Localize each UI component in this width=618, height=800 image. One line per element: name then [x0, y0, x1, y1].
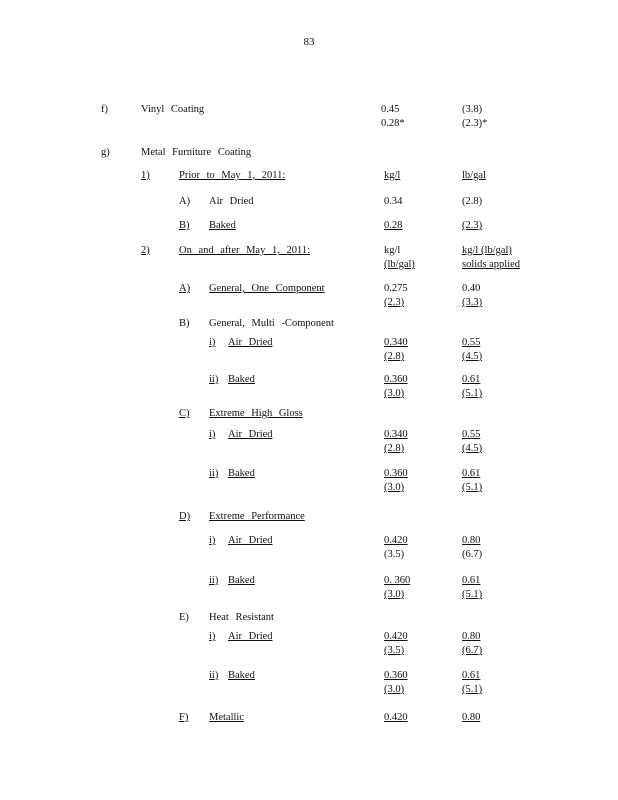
sec2-b-i-v1: 0.340 [384, 337, 408, 348]
sec1-a-marker: A) [179, 196, 191, 207]
sec2-d-i-v1b: (3.5) [384, 549, 405, 560]
sec2-b-ii-v2b: (5.1) [462, 388, 483, 399]
sec2-e-i-label: Air Dried [228, 631, 273, 642]
sec2-col1-heading: kg/l [384, 245, 401, 256]
sec2-marker: 2) [141, 245, 150, 256]
sec1-b-lb: (2.3) [462, 220, 483, 231]
item-marker-g: g) [101, 147, 110, 158]
sec2-f-marker: F) [179, 712, 189, 723]
sec2-b-i-marker: i) [209, 337, 216, 348]
item-label-metal-furniture-coating: Metal Furniture Coating [141, 147, 252, 158]
sec2-c-ii-v2b: (5.1) [462, 482, 483, 493]
sec2-e-ii-v2b: (5.1) [462, 684, 483, 695]
sec1-b-label: Baked [209, 220, 236, 231]
vinyl-kg-value: 0.45 [381, 104, 400, 115]
sec2-b-marker: B) [179, 318, 190, 329]
sec2-a-label: General, One Component [209, 283, 325, 294]
sec2-d-i-marker: i) [209, 535, 216, 546]
sec2-a-v1: 0.275 [384, 283, 408, 294]
sec2-c-i-v1: 0.340 [384, 429, 408, 440]
sec2-c-i-label: Air Dried [228, 429, 273, 440]
vinyl-kg-value-2: 0.28* [381, 118, 405, 129]
sec2-d-ii-label: Baked [228, 575, 255, 586]
sec2-e-i-v2b: (6.7) [462, 645, 483, 656]
sec2-e-ii-v2: 0.61 [462, 670, 481, 681]
sec2-d-ii-v2: 0.61 [462, 575, 481, 586]
sec2-c-ii-v1: 0.360 [384, 468, 408, 479]
sec2-a-marker: A) [179, 283, 191, 294]
sec2-d-ii-marker: ii) [209, 575, 219, 586]
sec2-d-ii-v1b: (3.0) [384, 589, 405, 600]
sec2-c-ii-label: Baked [228, 468, 255, 479]
sec1-marker: 1) [141, 170, 150, 181]
item-label-vinyl-coating: Vinyl Coating [141, 104, 205, 115]
sec1-a-kg: 0.34 [384, 196, 403, 207]
sec2-c-marker: C) [179, 408, 190, 419]
sec1-kg-heading: kg/l [384, 170, 401, 181]
sec2-col1-heading-2: (lb/gal) [384, 259, 415, 270]
sec1-b-kg: 0.28 [384, 220, 403, 231]
sec1-a-lb: (2.8) [462, 196, 483, 207]
sec1-b-marker: B) [179, 220, 190, 231]
sec2-e-label: Heat Resistant [209, 612, 274, 623]
sec2-c-label: Extreme High Gloss [209, 408, 303, 419]
sec2-e-ii-marker: ii) [209, 670, 219, 681]
sec2-e-ii-label: Baked [228, 670, 255, 681]
sec2-a-v2: 0.40 [462, 283, 481, 294]
sec2-d-i-label: Air Dried [228, 535, 273, 546]
sec2-d-i-v2: 0.80 [462, 535, 481, 546]
sec2-b-i-v2: 0.55 [462, 337, 481, 348]
sec2-c-i-v2b: (4.5) [462, 443, 483, 454]
sec2-b-i-v1b: (2.8) [384, 351, 405, 362]
sec2-c-ii-marker: ii) [209, 468, 219, 479]
sec2-d-label: Extreme Performance [209, 511, 305, 522]
sec2-c-ii-v1b: (3.0) [384, 482, 405, 493]
sec1-a-label: Air Dried [209, 196, 254, 207]
vinyl-lb-value-2: (2.3)* [462, 118, 488, 129]
sec2-b-ii-v1: 0.360 [384, 374, 408, 385]
sec1-lb-heading: lb/gal [462, 170, 486, 181]
sec2-c-i-marker: i) [209, 429, 216, 440]
sec2-d-i-v1: 0.420 [384, 535, 408, 546]
sec2-f-v2: 0.80 [462, 712, 481, 723]
sec2-c-ii-v2: 0.61 [462, 468, 481, 479]
page-number: 83 [303, 36, 315, 48]
sec2-c-i-v2: 0.55 [462, 429, 481, 440]
sec2-d-i-v2b: (6.7) [462, 549, 483, 560]
sec2-f-v1: 0.420 [384, 712, 408, 723]
sec2-d-ii-v1: 0. 360 [384, 575, 411, 586]
sec2-b-ii-label: Baked [228, 374, 255, 385]
sec2-e-i-v1: 0.420 [384, 631, 408, 642]
sec2-b-ii-v1b: (3.0) [384, 388, 405, 399]
sec2-b-i-label: Air Dried [228, 337, 273, 348]
sec2-col2-heading: kg/l (lb/gal) [462, 245, 512, 256]
sec2-a-v2b: (3.3) [462, 297, 483, 308]
sec2-d-ii-v2b: (5.1) [462, 589, 483, 600]
sec2-b-ii-marker: ii) [209, 374, 219, 385]
sec2-e-ii-v1b: (3.0) [384, 684, 405, 695]
item-marker-f: f) [101, 104, 108, 115]
sec2-e-i-v2: 0.80 [462, 631, 481, 642]
sec2-e-ii-v1: 0.360 [384, 670, 408, 681]
sec2-e-marker: E) [179, 612, 189, 623]
sec2-d-marker: D) [179, 511, 191, 522]
vinyl-lb-value: (3.8) [462, 104, 483, 115]
sec2-b-i-v2b: (4.5) [462, 351, 483, 362]
sec2-e-i-marker: i) [209, 631, 216, 642]
sec2-a-v1b: (2.3) [384, 297, 405, 308]
sec2-b-label: General, Multi -Component [209, 318, 334, 329]
sec2-label: On and after May 1, 2011: [179, 245, 310, 256]
sec2-f-label: Metallic [209, 712, 244, 723]
sec2-c-i-v1b: (2.8) [384, 443, 405, 454]
sec1-label: Prior to May 1, 2011: [179, 170, 286, 181]
sec2-col2-heading-2: solids applied [462, 259, 521, 270]
sec2-e-i-v1b: (3.5) [384, 645, 405, 656]
sec2-b-ii-v2: 0.61 [462, 374, 481, 385]
